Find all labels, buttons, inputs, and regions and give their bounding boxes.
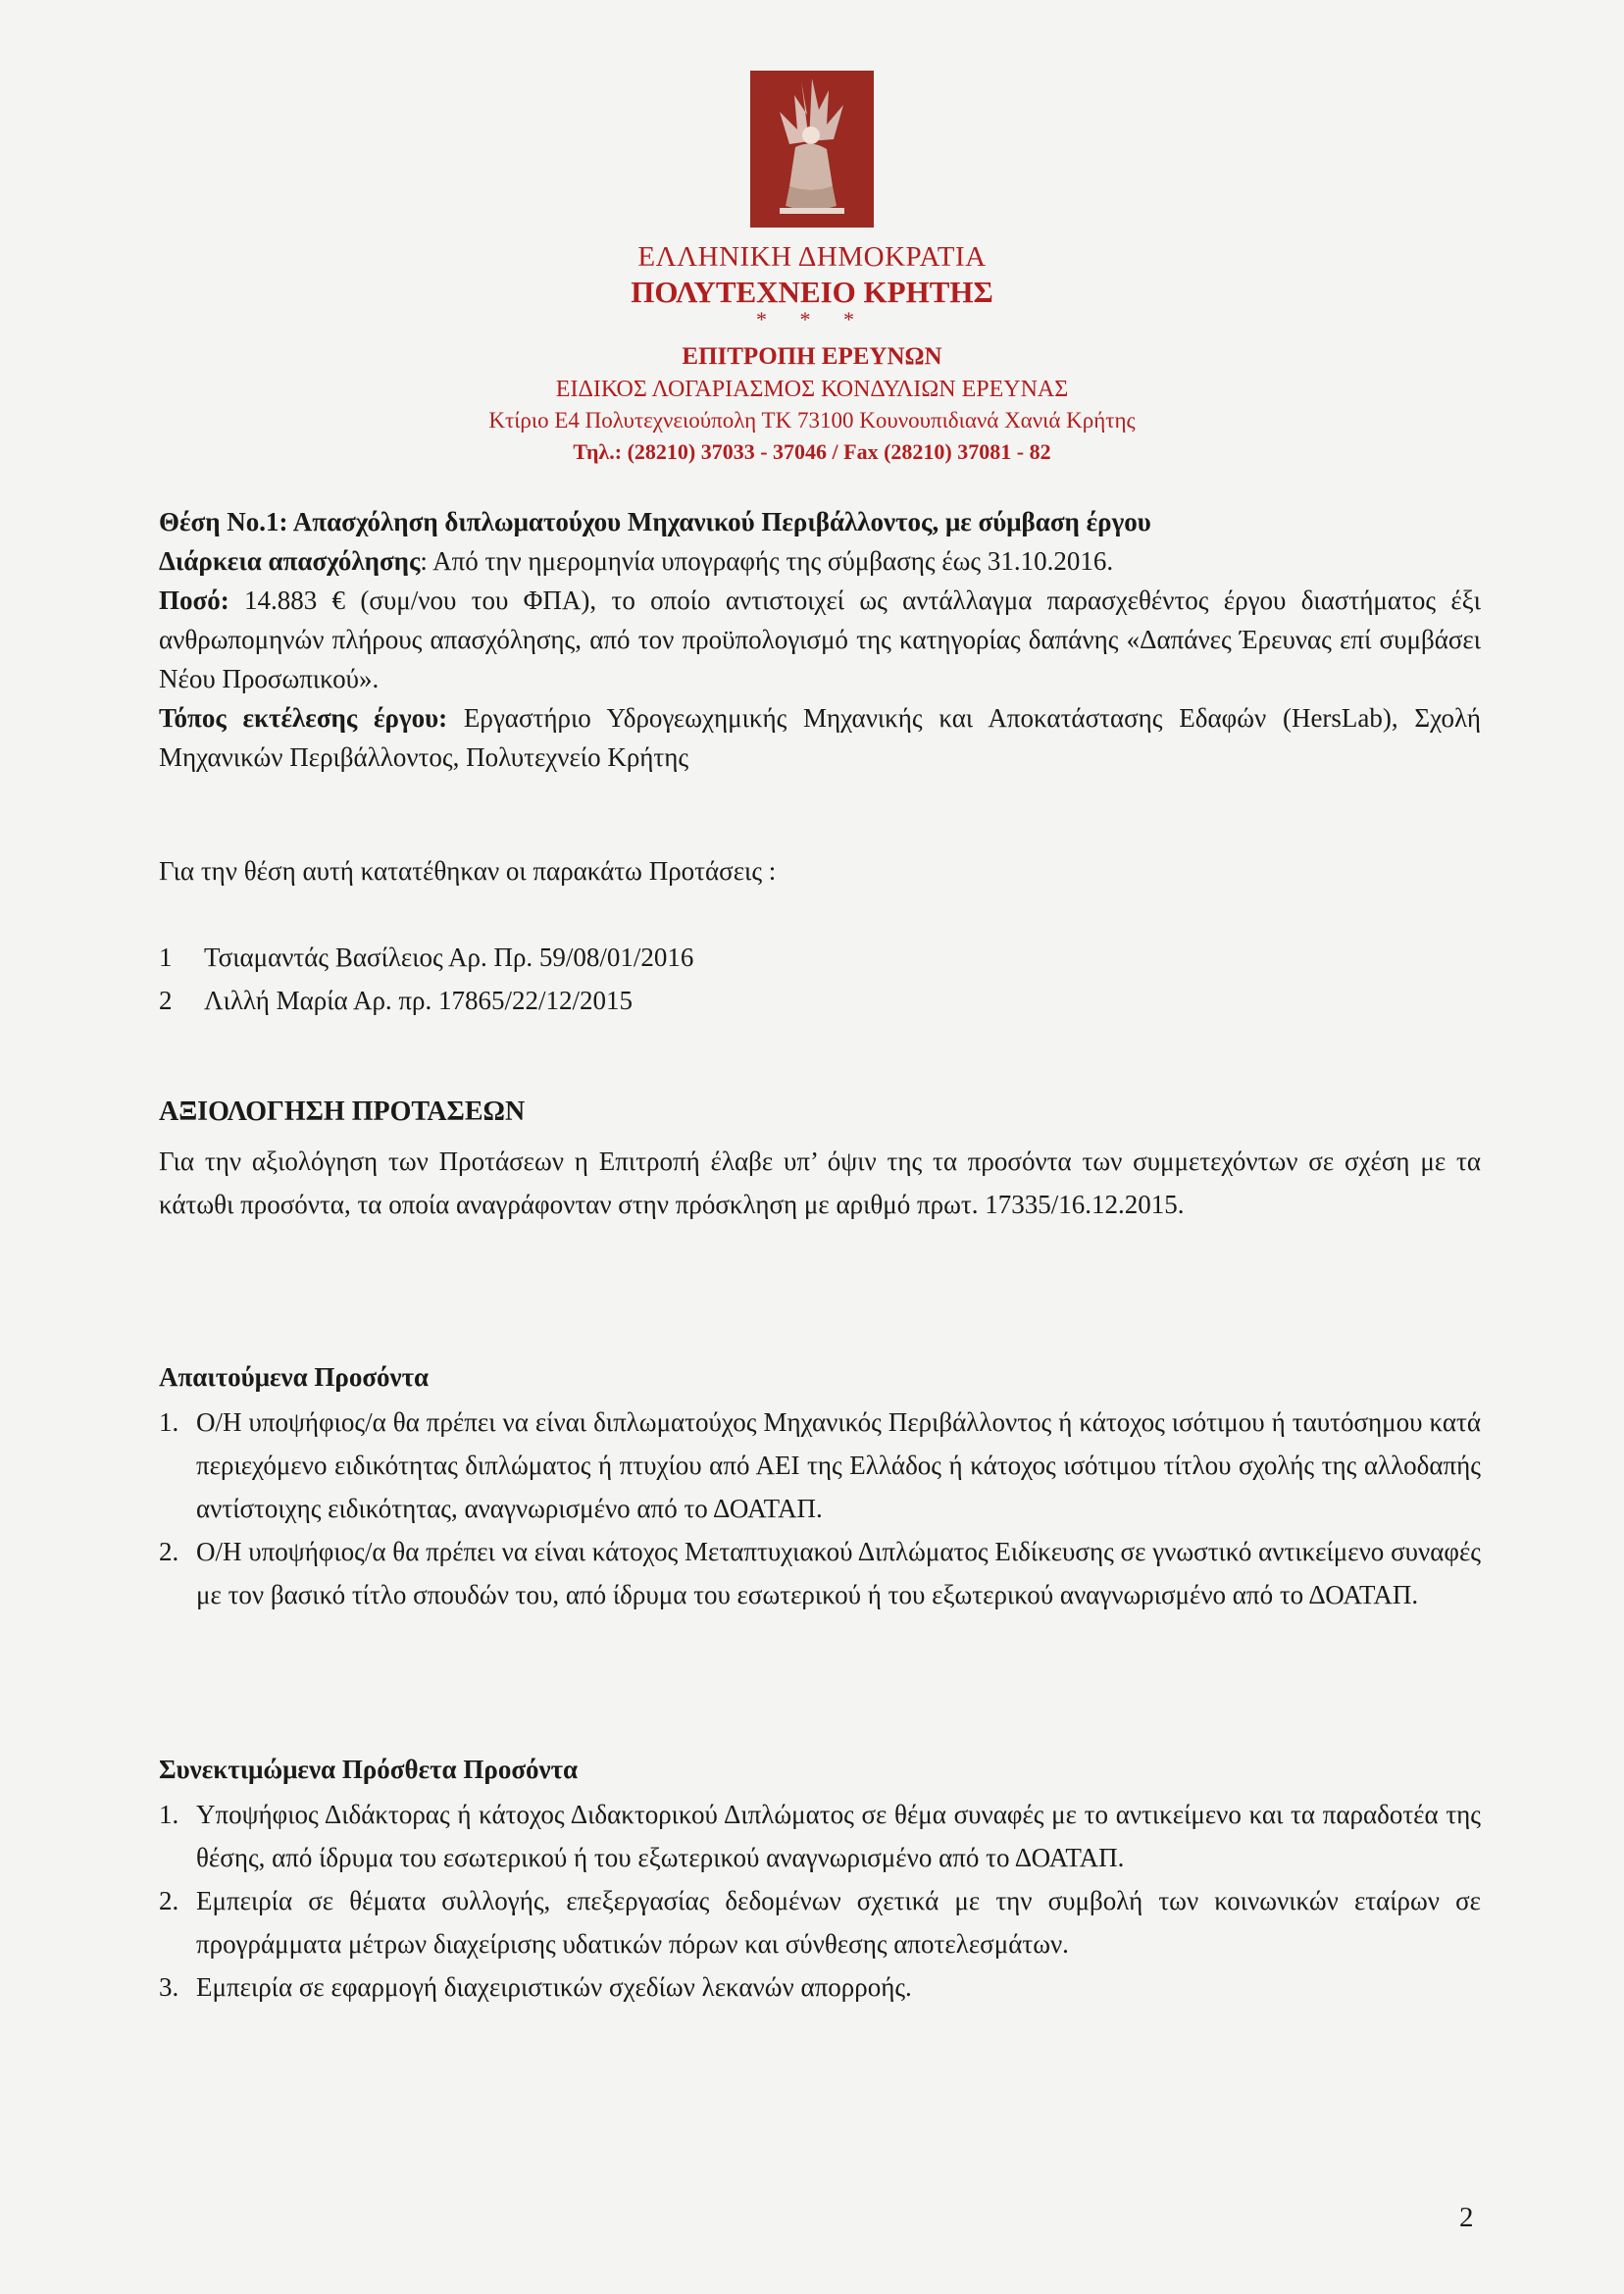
list-item [159,1401,1481,1530]
header-committee: ΕΠΙΤΡΟΠΗ ΕΡΕΥΝΩΝ [682,343,942,370]
list-number: 1. [159,1800,179,1829]
header-address: Κτίριο Ε4 Πολυτεχνειούπολη ΤΚ 73100 Κουνουπιδιανά Χανιά Κρήτης [488,408,1136,433]
evaluation-heading: ΑΞΙΟΛΟΓΗΣΗ ΠΡΟΤΑΣΕΩΝ [159,1096,526,1127]
list-item [159,1965,1481,2009]
additional-heading: Συνεκτιμώμενα Πρόσθετα Προσόντα [159,1755,579,1784]
proposals-intro: Για την θέση αυτή κατατέθηκαν οι παρακάτω Προτάσεις : [159,856,777,886]
header-university: ΠΟΛΥΤΕΧΝΕΙΟ ΚΡΗΤΗΣ [631,275,993,309]
required-list [159,1401,1481,1616]
header-account: ΕΙΔΙΚΟΣ ΛΟΓΑΡΙΑΣΜΟΣ ΚΟΝΔΥΛΙΩΝ ΕΡΕΥΝΑΣ [555,377,1069,402]
university-seal-icon [750,71,874,228]
list-item [159,1793,1481,1879]
position-amount [159,581,1481,698]
list-text: Εμπειρία σε εφαρμογή διαχειριστικών σχεδίων λεκανών απορροής. [196,1972,912,2002]
proposal-item [159,981,633,1020]
list-number: 2. [159,1537,179,1566]
proposal-text: Τσιαμαντάς Βασίλειος Αρ. Πρ. 59/08/01/2016 [204,943,694,972]
header-stars: * * * [756,307,868,331]
position-location [159,698,1481,777]
proposal-number: 1 [159,943,173,972]
list-text: Ο/Η υποψήφιος/α θα πρέπει να είναι κάτοχος Μεταπτυχιακού Διπλώματος Ειδίκευσης σε γνωστικό αντικείμενο συναφές με τον βασικό τίτλο σπουδών του, από ίδρυμα του εσωτερικού ή του εξωτερικού αναγνωρισμένο από το ΔΟΑΤΑΠ. [196,1537,1481,1609]
location-label: Τόπος εκτέλεσης έργου: [159,703,448,733]
list-item [159,1530,1481,1616]
amount-value: 14.883 € (συμ/νου του ΦΠΑ), το οποίο αντιστοιχεί ως αντάλλαγμα παρασχεθέντος έργου διαστήματος έξι ανθρωπομηνών πλήρους απασχόλησης, από τον προϋπολογισμό της κατηγορίας δαπάνης «Δαπάνες Έρευνας επί συμβάσει Νέου Προσωπικού». [159,586,1481,693]
page-number: 2 [1459,2202,1474,2233]
amount-label: Ποσό: [159,586,229,615]
duration-label: Διάρκεια απασχόλησης [159,546,421,576]
list-text: Εμπειρία σε θέματα συλλογής, επεξεργασίας δεδομένων σχετικά με την συμβολή των κοινωνικών εταίρων σε προγράμματα μέτρων διαχείρισης υδατικών πόρων και σύνθεσης αποτελεσμάτων. [196,1886,1481,1959]
position-duration [159,541,1481,581]
proposal-text: Λιλλή Μαρία Αρ. πρ. 17865/22/12/2015 [204,986,634,1015]
location-value: Εργαστήριο Υδρογεωχημικής Μηχανικής και Αποκατάστασης Εδαφών (HersLab), Σχολή Μηχανικών Περιβάλλοντος, Πολυτεχνείο Κρήτης [159,703,1481,772]
additional-list [159,1793,1481,2009]
header-phone: Τηλ.: (28210) 37033 - 37046 / Fax (28210) 37081 - 82 [573,439,1051,464]
list-text: Ο/Η υποψήφιος/α θα πρέπει να είναι διπλωματούχος Μηχανικός Περιβάλλοντος ή κάτοχος ισότιμου ή ταυτόσημου κατά περιεχόμενο ειδικότητας διπλώματος ή πτυχίου από ΑΕΙ της Ελλάδος ή κάτοχος ισότιμου τίτλου σχολής της αλλοδαπής αντίστοιχης ειδικότητας, αναγνωρισμένο από το ΔΟΑΤΑΠ. [196,1407,1481,1523]
position-block [159,502,1481,777]
position-title: Θέση Νο.1: Απασχόληση διπλωματούχου Μηχανικού Περιβάλλοντος, με σύμβαση έργου [159,507,1151,536]
duration-value: : Από την ημερομηνία υπογραφής της σύμβασης έως 31.10.2016. [420,546,1114,576]
list-number: 2. [159,1886,179,1915]
required-heading: Απαιτούμενα Προσόντα [159,1362,430,1392]
list-text: Υποψήφιος Διδάκτορας ή κάτοχος Διδακτορικού Διπλώματος σε θέμα συναφές με το αντικείμενο και τα παραδοτέα της θέσης, από ίδρυμα του εσωτερικού ή του εξωτερικού αναγνωρισμένο από το ΔΟΑΤΑΠ. [196,1800,1481,1872]
evaluation-text: Για την αξιολόγηση των Προτάσεων η Επιτροπή έλαβε υπ’ όψιν της τα προσόντα των συμμετεχόντων σε σχέση με τα κάτωθι προσόντα, τα οποία αναγράφονταν στην πρόσκληση με αριθμό πρωτ. 17335/16.12.2015. [159,1147,1481,1219]
list-number: 3. [159,1972,179,2002]
proposal-number: 2 [159,986,173,1015]
proposal-item [159,938,693,977]
header-line-1: ΕΛΛΗΝΙΚΗ ΔΗΜΟΚΡΑΤΙΑ [637,241,987,273]
list-number: 1. [159,1407,179,1437]
list-item [159,1879,1481,1965]
